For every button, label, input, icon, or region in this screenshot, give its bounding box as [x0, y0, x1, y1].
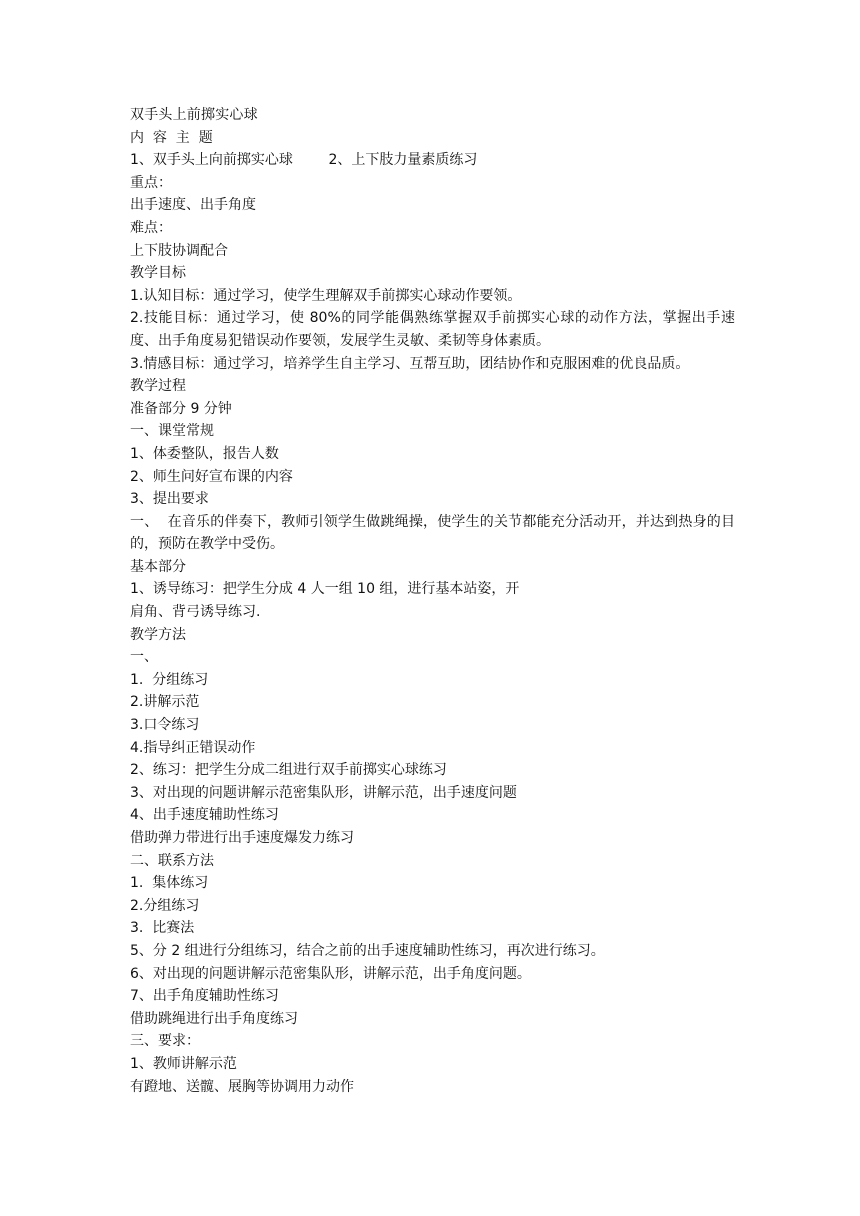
text-line: 2.讲解示范 [130, 694, 200, 711]
text-line: 6、对出现的问题讲解示范密集队形，讲解示范，出手角度问题。 [130, 965, 531, 982]
text-line: 5、分 2 组进行分组练习，结合之前的出手速度辅助性练习，再次进行练习。 [130, 942, 605, 959]
text-line: 三、要求： [130, 1033, 200, 1050]
text-line: 1.认知目标：通过学习，使学生理解双手前掷实心球动作要领。 [130, 287, 522, 304]
text-line: 1、教师讲解示范 [130, 1055, 237, 1072]
section-heading: 基本部分 [130, 558, 186, 575]
text-line: 2.分组练习 [130, 897, 200, 914]
text-line: 二、联系方法 [130, 852, 214, 869]
text-line: 4.指导纠正错误动作 [130, 739, 256, 756]
text-line: 3、对出现的问题讲解示范密集队形，讲解示范，出手速度问题 [130, 784, 517, 801]
section-heading: 教学过程 [130, 378, 186, 395]
text-line: 一、课堂常规 [130, 423, 214, 440]
text-line: 1. 分组练习 [130, 671, 209, 688]
text-line: 3.情感目标：通过学习，培养学生自主学习、互帮互助，团结协作和克服困难的优良品质。 [130, 355, 690, 372]
text-line: 上下肢协调配合 [130, 242, 228, 259]
text-line: 内 容 主 题 [130, 129, 213, 146]
text-line: 肩角、背弓诱导练习. [130, 604, 261, 621]
text-line: 7、出手角度辅助性练习 [130, 988, 279, 1005]
text-line: 2、练习：把学生分成二组进行双手前掷实心球练习 [130, 762, 447, 779]
text-line: 3. 比赛法 [130, 920, 195, 937]
text-line: 3.口令练习 [130, 717, 200, 734]
document-page [130, 104, 735, 1098]
text-line: 借助弹力带进行出手速度爆发力练习 [130, 830, 354, 846]
text-line: 4、出手速度辅助性练习 [130, 807, 279, 824]
document-title: 双手头上前掷实心球 [130, 107, 258, 123]
text-line: 3、提出要求 [130, 491, 209, 508]
text-line: 1、双手头上向前掷实心球 2、上下肢力量素质练习 [130, 152, 478, 169]
text-line: 1. 集体练习 [130, 875, 209, 892]
text-line: 重点： [130, 174, 172, 191]
section-heading: 教学目标 [130, 265, 186, 282]
text-line: 准备部分 9 分钟 [130, 400, 232, 417]
section-heading: 教学方法 [130, 626, 186, 643]
text-line: 2、师生问好宣布课的内容 [130, 468, 293, 485]
text-line: 1、诱导练习：把学生分成 4 人一组 10 组，进行基本站姿，开 [130, 581, 520, 598]
text-line: 1、体委整队，报告人数 [130, 445, 279, 462]
text-line: 出手速度、出手角度 [130, 197, 256, 214]
text-paragraph: 2.技能目标：通过学习，使 80%的同学能偶熟练掌握双手前掷实心球的动作方法，掌握出手速度、出手角度易犯错误动作要领，发展学生灵敏、柔韧等身体素质。 [130, 310, 735, 349]
text-line: 有蹬地、送髋、展胸等协调用力动作 [130, 1078, 354, 1095]
text-line: 难点： [130, 219, 172, 236]
text-line: 借助跳绳进行出手角度练习 [130, 1010, 298, 1027]
text-paragraph: 一、 在音乐的伴奏下，教师引领学生做跳绳操，使学生的关节都能充分活动开，并达到热身的目的，预防在教学中受伤。 [130, 513, 735, 553]
text-line: 一、 [130, 649, 158, 666]
